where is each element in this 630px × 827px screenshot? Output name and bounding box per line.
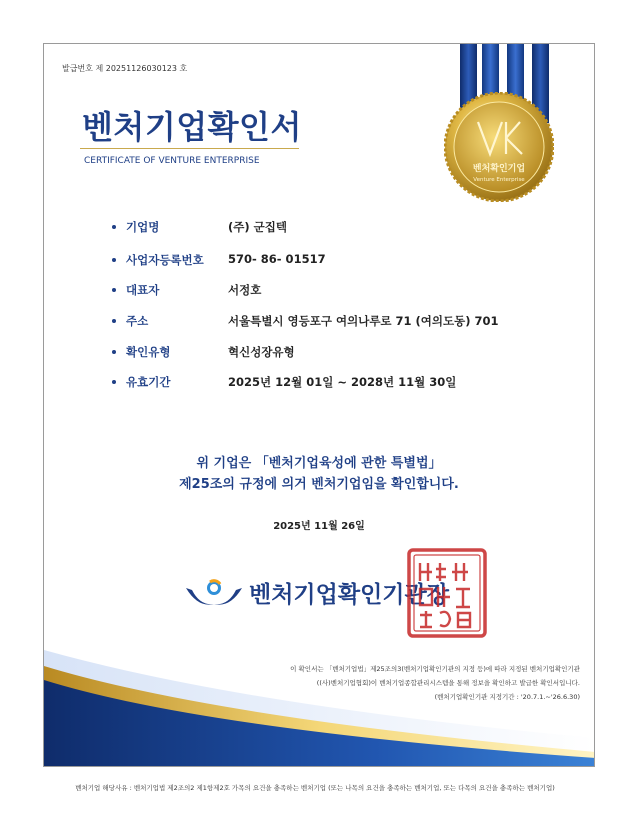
field-value: (주) 군집텍 xyxy=(228,220,287,234)
bullet-icon xyxy=(112,288,116,292)
title-divider xyxy=(80,148,299,149)
seal-bottom-text: Venture Enterprise xyxy=(473,177,525,183)
field-label: 확인유형 xyxy=(126,345,171,359)
note-line: 이 확인서는 「벤처기업법」제25조의3(벤처기업확인기관의 지정 등)에 따라 지정된 벤처기업확인기관 xyxy=(290,665,580,673)
field-value: 570- 86- 01517 xyxy=(228,252,326,266)
seal-top-text: 벤처확인기업 xyxy=(472,164,526,174)
field-value: 서정호 xyxy=(228,283,262,297)
bullet-icon xyxy=(112,225,116,229)
field-label: 사업자등록번호 xyxy=(126,253,204,267)
bullet-icon xyxy=(112,258,116,262)
official-stamp-icon xyxy=(406,547,488,639)
field-label: 유효기간 xyxy=(126,375,171,389)
certificate-sheet xyxy=(43,43,595,767)
certificate-subtitle: CERTIFICATE OF VENTURE ENTERPRISE xyxy=(84,156,260,166)
field-value: 혁신성장유형 xyxy=(228,345,295,359)
venture-enterprise-seal xyxy=(444,92,554,202)
issuer-name: 벤처기업확인기관장 xyxy=(249,582,449,608)
field-value: 서울특별시 영등포구 여의나루로 71 (여의도동) 701 xyxy=(228,314,499,328)
issue-date: 2025년 11월 26일 xyxy=(273,521,365,532)
field-label: 주소 xyxy=(126,314,149,328)
note-line: (벤처기업확인기관 지정기간 : '20.7.1.~'26.6.30) xyxy=(434,693,580,701)
field-label: 기업명 xyxy=(126,220,160,234)
field-value: 2025년 12월 01일 ~ 2028년 11월 30일 xyxy=(228,375,457,389)
field-label: 대표자 xyxy=(126,283,160,297)
bullet-icon xyxy=(112,319,116,323)
statement-line-2: 제25조의 규정에 의거 벤처기업임을 확인합니다. xyxy=(179,477,459,492)
seal-rosette xyxy=(445,93,553,201)
venture-logo-icon xyxy=(184,578,244,608)
footer-reason: 벤처기업 해당사유 : 벤처기업법 제2조의2 제1항제2호 가목의 요건을 충족하는 벤처기업 (또는 나목의 요건을 충족하는 벤처기업, 또는 다목의 요건을 충족하는 벤처기업) xyxy=(75,784,555,792)
bullet-icon xyxy=(112,350,116,354)
note-line: ((사)벤처기업협회)이 벤처기업종합관리시스템을 통해 정보을 확인하고 발급한 확인서입니다. xyxy=(316,679,580,687)
certificate-title: 벤처기업확인서 xyxy=(82,108,302,146)
issuance-notes xyxy=(290,662,580,704)
statement-line-1: 위 기업은 「벤처기업육성에 관한 특별법」 xyxy=(196,456,442,471)
bullet-icon xyxy=(112,380,116,384)
issue-number: 발급번호 제 20251126030123 호 xyxy=(62,64,188,73)
